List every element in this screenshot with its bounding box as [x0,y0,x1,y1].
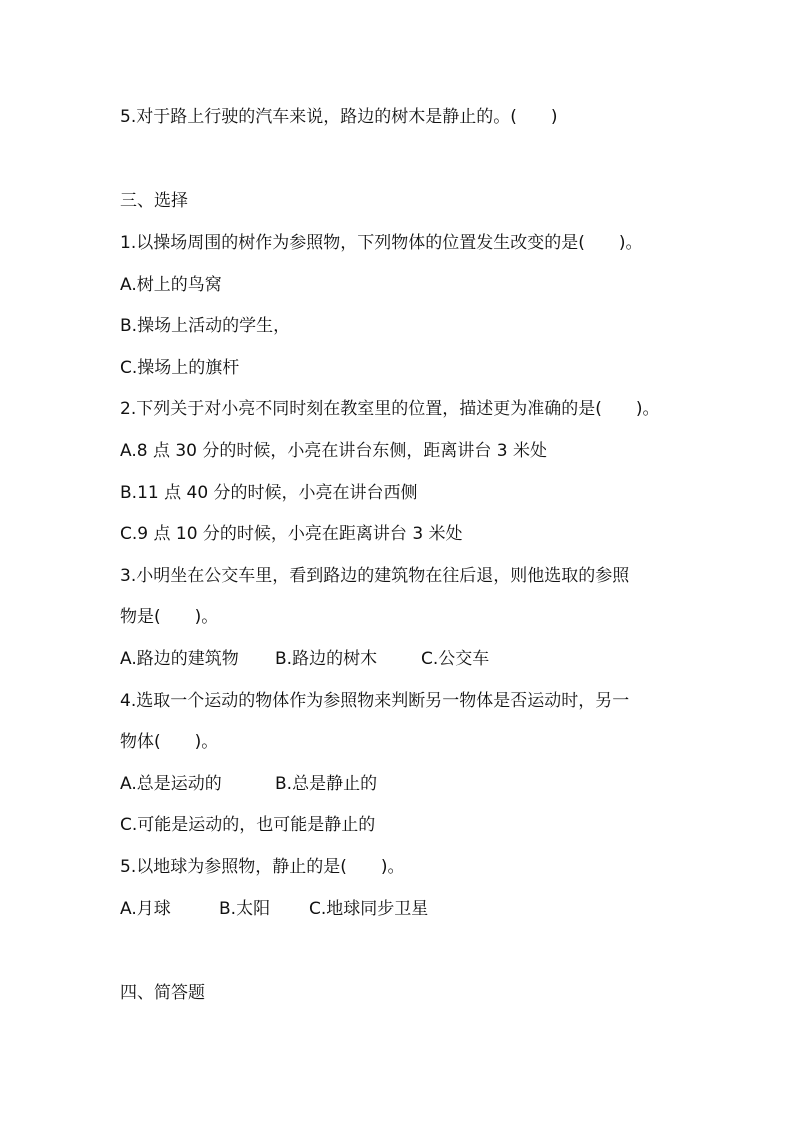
question-4-options [120,773,377,795]
question-5-options [120,898,428,920]
question-1-option-c: C.操场上的旗杆 [120,358,240,378]
question-5-option-c: C.地球同步卫星 [309,899,429,919]
question-4-stem-line-1: 4.选取一个运动的物体作为参照物来判断另一物体是否运动时，另一 [120,691,630,711]
question-5-option-b: B.太阳 [219,899,271,919]
question-4-option-a: A.总是运动的 [120,774,222,794]
question-1-option-a: A.树上的鸟窝 [120,275,222,295]
section-heading-choice: 三、选择 [120,191,188,211]
question-2-option-a: A.8 点 30 分的时候，小亮在讲台东侧，距离讲台 3 米处 [120,441,548,461]
question-3-option-c: C.公交车 [421,649,490,669]
question-2-stem: 2.下列关于对小亮不同时刻在教室里的位置，描述更为准确的是( )。 [120,399,660,419]
question-4-option-b: B.总是静止的 [275,774,378,794]
question-2-option-c: C.9 点 10 分的时候，小亮在距离讲台 3 米处 [120,524,463,544]
question-2-option-b: B.11 点 40 分的时候，小亮在讲台西侧 [120,483,418,503]
question-1-stem: 1.以操场周围的树作为参照物，下列物体的位置发生改变的是( )。 [120,233,643,253]
question-3-options [120,648,489,670]
question-4-stem-line-2: 物体( )。 [120,732,219,752]
question-3-option-b: B.路边的树木 [275,649,378,669]
judge-item-5: 5.对于路上行驶的汽车来说，路边的树木是静止的。( ) [120,107,558,127]
question-1-option-b: B.操场上活动的学生， [120,316,291,336]
question-3-stem-line-2: 物是( )。 [120,607,219,627]
question-4-option-c: C.可能是运动的，也可能是静止的 [120,815,376,835]
section-heading-short-answer: 四、简答题 [120,983,205,1003]
question-5-option-a: A.月球 [120,899,171,919]
question-3-stem-line-1: 3.小明坐在公交车里，看到路边的建筑物在往后退，则他选取的参照 [120,566,630,586]
question-5-stem: 5.以地球为参照物，静止的是( )。 [120,857,405,877]
question-3-option-a: A.路边的建筑物 [120,649,239,669]
